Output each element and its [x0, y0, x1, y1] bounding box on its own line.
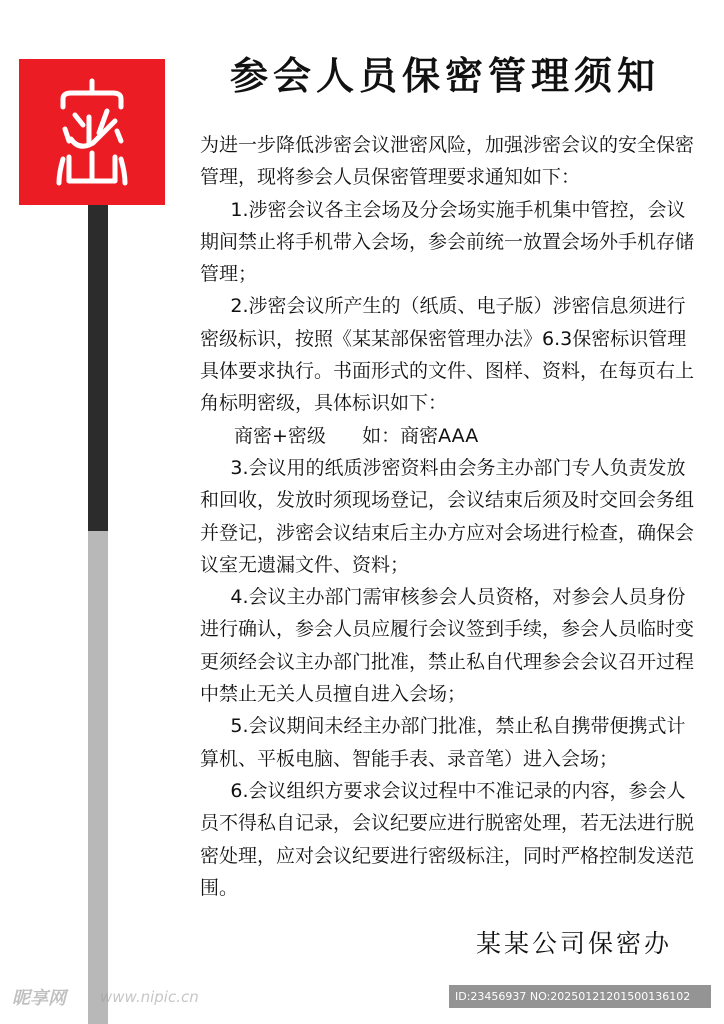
watermark-logo: 昵享网: [12, 988, 66, 1009]
item-6-paragraph: 6.会议组织方要求会议过程中不准记录的内容，参会人员不得私自记录，会议纪要应进行脱密处理，若无法进行脱密处理，应对会议纪要进行密级标注，同时严格控制发送范围。: [200, 779, 695, 899]
seal-glyph-graphic: [19, 59, 165, 205]
watermark-url: www.nipic.cn: [100, 988, 199, 1006]
item-1-paragraph: 1.涉密会议各主会场及分会场实施手机集中管控，会议期间禁止将手机带入会场，参会前统一放置会场外手机存储管理；: [200, 198, 695, 286]
pole-lower-segment: [88, 531, 108, 1024]
intro-paragraph: 为进一步降低涉密会议泄密风险，加强涉密会议的安全保密管理，现将参会人员保密管理要求通知如下：: [200, 134, 695, 189]
pole-upper-segment: [88, 205, 108, 531]
page-title: 参会人员保密管理须知: [229, 54, 660, 98]
watermark-id-badge: ID:23456937 NO:20250121201500136102: [449, 985, 711, 1008]
item-4-paragraph: 4.会议主办部门需审核参会人员资格，对参会人员身份进行确认，参会人员应履行会议签到手续，参会人员临时变更须经会议主办部门批准，禁止私自代理参会会议召开过程中禁止无关人员擅自进入会场；: [200, 586, 695, 706]
confidential-seal-logo: [19, 59, 165, 205]
item-5-paragraph: 5.会议期间未经主办部门批准，禁止私自携带便携式计算机、平板电脑、智能手表、录音笔）进入会场；: [200, 715, 686, 770]
item-3-paragraph: 3.会议用的纸质涉密资料由会务主办部门专人负责发放和回收，发放时须现场登记，会议结束后须及时交回会务组并登记，涉密会议结束后主办方应对会场进行检查，确保会议室无遗漏文件、资料；: [200, 456, 695, 576]
mark-format-line: 商密+密级 如：商密AAA: [234, 424, 479, 447]
signature: 某某公司保密办: [476, 929, 673, 958]
item-2-paragraph: 2.涉密会议所产生的（纸质、电子版）涉密信息须进行密级标识，按照《某某部保密管理办法》6.3保密标识管理具体要求执行。书面形式的文件、图样、资料，在每页右上角标明密级，具体标识如下：: [200, 295, 695, 415]
notice-body: [200, 129, 696, 904]
